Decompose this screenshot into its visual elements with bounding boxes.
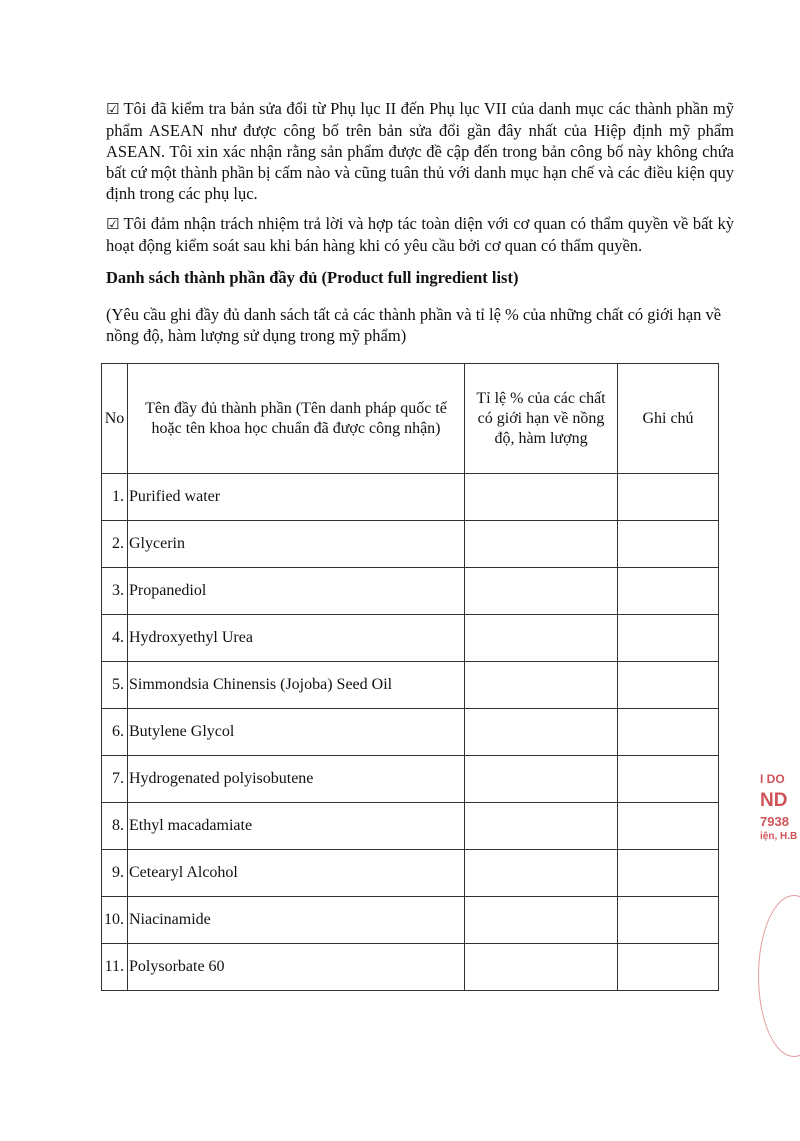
checkbox-checked-icon: ☑ [106,100,120,118]
row-note [618,803,719,850]
row-ratio [465,897,618,944]
table-row [102,474,719,521]
stamp-seal-arc [758,895,800,1057]
declaration-annex-check [106,98,734,204]
row-ratio [465,521,618,568]
row-note [618,662,719,709]
row-no: 10. [102,897,128,944]
table-row [102,662,719,709]
row-ingredient-name: Hydroxyethyl Urea [128,615,465,662]
row-note [618,568,719,615]
section-title: Danh sách thành phần đầy đủ (Product full ingredient list) [106,268,519,287]
stamp-line: ND [760,790,788,811]
row-note [618,615,719,662]
row-note [618,944,719,991]
company-stamp [760,772,800,852]
row-ratio [465,944,618,991]
row-no: 1. [102,474,128,521]
row-ingredient-name: Butylene Glycol [128,709,465,756]
table-row [102,615,719,662]
row-no: 11. [102,944,128,991]
row-note [618,474,719,521]
table-row [102,521,719,568]
section-note: (Yêu cầu ghi đầy đủ danh sách tất cả các thành phần và tỉ lệ % của những chất có giới hạn về nồng độ, hàm lượng sử dụng trong mỹ phẩm) [106,305,722,345]
row-ingredient-name: Glycerin [128,521,465,568]
row-ratio [465,803,618,850]
row-no: 8. [102,803,128,850]
row-no: 4. [102,615,128,662]
row-ingredient-name: Niacinamide [128,897,465,944]
table-row [102,850,719,897]
row-note [618,521,719,568]
row-ratio [465,756,618,803]
ingredient-table [101,363,719,991]
row-ratio [465,615,618,662]
checkbox-checked-icon: ☑ [106,215,120,233]
header-note: Ghi chú [618,364,719,474]
header-no: No [102,364,128,474]
header-ratio [465,364,618,474]
row-no: 3. [102,568,128,615]
row-no: 6. [102,709,128,756]
header-ratio-text: Tỉ lệ % của các chất có giới hạn về nồng độ, hàm lượng [476,389,606,447]
row-ratio [465,568,618,615]
declaration-text: Tôi đảm nhận trách nhiệm trả lời và hợp tác toàn diện với cơ quan có thẩm quyền về bất kỳ hoạt động kiểm soát sau khi bán hàng khi có yêu cầu bởi cơ quan có thẩm quyền. [106,214,734,255]
row-note [618,709,719,756]
table-header-row [102,364,719,474]
row-ratio [465,709,618,756]
row-ingredient-name: Polysorbate 60 [128,944,465,991]
stamp-line: I DO [760,772,785,786]
row-ratio [465,850,618,897]
header-name [128,364,465,474]
row-ingredient-name: Hydrogenated polyisobutene [128,756,465,803]
row-ratio [465,474,618,521]
table-row [102,897,719,944]
stamp-line: iện, H.B [760,831,798,842]
declaration-text: Tôi đã kiểm tra bản sửa đổi từ Phụ lục II đến Phụ lục VII của danh mục các thành phần mỹ phẩm ASEAN như được công bố trên bản sửa đổi gần đây nhất của Hiệp định mỹ phẩm ASEAN. Tôi xin xác nhận rằng sản phẩm được đề cập đến trong bản công bố này không chứa bất cứ một thành phần bị cấm nào và cũng tuân thủ với danh mục hạn chế và các điều kiện quy định trong các phụ lục. [106,99,734,203]
row-no: 5. [102,662,128,709]
header-name-text: Tên đầy đủ thành phần (Tên danh pháp quốc tế hoặc tên khoa học chuẩn đã được công nhận) [145,399,447,437]
table-row [102,756,719,803]
stamp-line: 7938 [760,814,789,829]
table-row [102,568,719,615]
row-ingredient-name: Ethyl macadamiate [128,803,465,850]
row-no: 2. [102,521,128,568]
row-ingredient-name: Simmondsia Chinensis (Jojoba) Seed Oil [128,662,465,709]
row-note [618,897,719,944]
row-ingredient-name: Cetearyl Alcohol [128,850,465,897]
row-ratio [465,662,618,709]
table-row [102,709,719,756]
row-ingredient-name: Purified water [128,474,465,521]
row-note [618,850,719,897]
row-no: 9. [102,850,128,897]
row-ingredient-name: Propanediol [128,568,465,615]
table-row [102,803,719,850]
row-note [618,756,719,803]
row-no: 7. [102,756,128,803]
table-row [102,944,719,991]
declaration-responsibility [106,213,734,256]
